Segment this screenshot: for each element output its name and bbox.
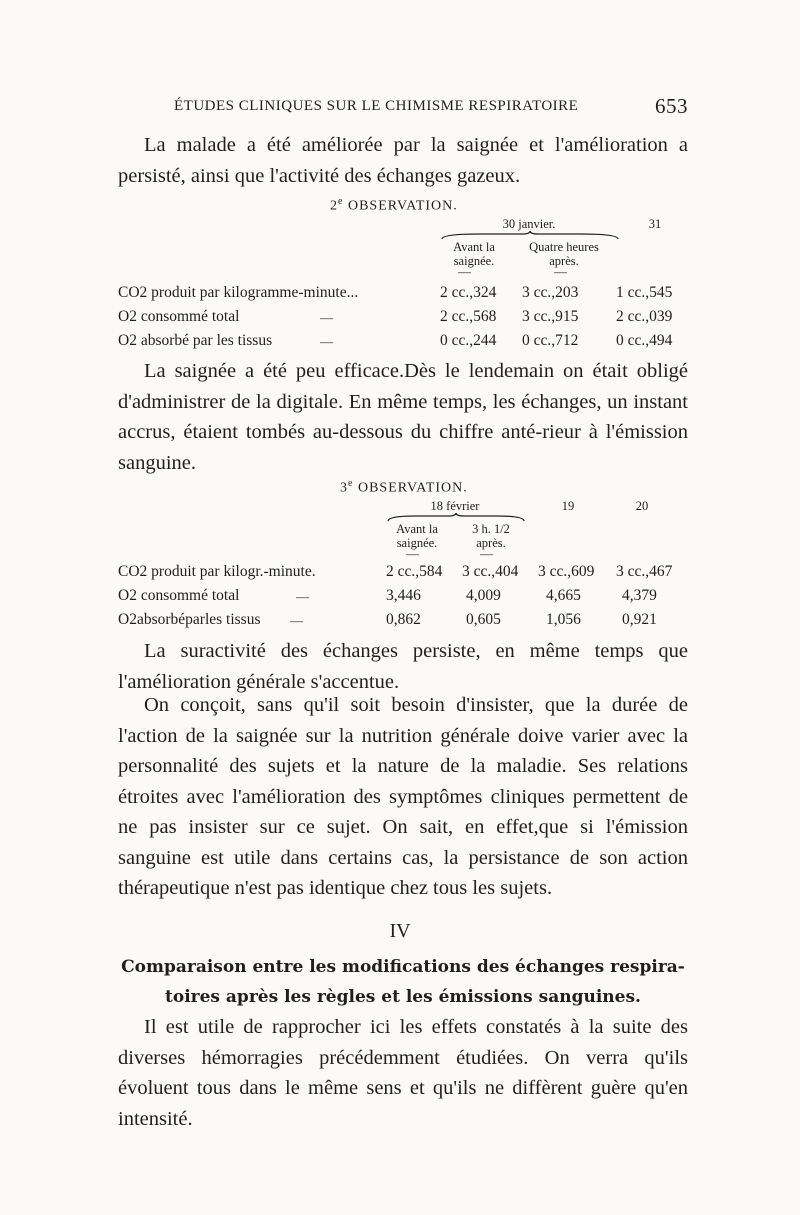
obs2-row-3-v1: 0 cc.,244 — [440, 332, 497, 349]
obs3-row-1-label: CO2 produit par kilogr.-minute. — [118, 563, 316, 580]
obs3-date-2: 19 — [561, 499, 575, 513]
obs2-row-1-v3: 1 cc.,545 — [616, 284, 673, 301]
obs2-row-1-v2: 3 cc.,203 — [522, 284, 579, 301]
section-number: IV — [389, 920, 411, 942]
obs2-dash-2: — — [554, 264, 567, 279]
obs2-row-2-label: O2 consommé total — [118, 308, 240, 325]
obs2-row-2-v1: 2 cc.,568 — [440, 308, 497, 325]
obs3-row-1-v4: 3 cc.,467 — [616, 563, 673, 580]
obs3-row-1-v1: 2 cc.,584 — [386, 563, 443, 580]
obs2-row-3-label: O2 absorbé par les tissus — [118, 332, 273, 349]
obs3-dash-1: — — [406, 546, 419, 561]
obs3-row-3-label: O2absorbéparles tissus — [118, 611, 261, 628]
obs2-row-1-v1: 2 cc.,324 — [440, 284, 497, 301]
obs3-row-3-v2: 0,605 — [466, 611, 501, 628]
paragraph-3: La suractivité des échanges persiste, en même temps que l'amélioration générale s'accentue. — [118, 640, 688, 693]
paragraph-1: La malade a été améliorée par la saignée et l'amélioration a persisté, ainsi que l'activité des échanges gazeux. — [118, 134, 688, 187]
obs3-row-2-v3: 4,665 — [546, 587, 581, 604]
observation-3-title: 3e OBSERVATION. — [340, 478, 468, 496]
obs3-row-3-v3: 1,056 — [546, 611, 581, 628]
obs3-row-2-label: O2 consommé total — [118, 587, 240, 604]
obs3-row-1-v3: 3 cc.,609 — [538, 563, 595, 580]
observation-2-title: 2e OBSERVATION. — [330, 196, 458, 214]
obs2-sub-2: Quatre heures après. — [529, 240, 599, 268]
obs3-row-1-v2: 3 cc.,404 — [462, 563, 519, 580]
obs2-row-3-v2: 0 cc.,712 — [522, 332, 579, 349]
obs3-row-3-dash: — — [290, 613, 303, 628]
obs2-dash-1: — — [458, 264, 471, 279]
paragraph-5: Il est utile de rapprocher ici les effets constatés à la suite des diverses hémorragies précédemment étudiées. On verra qu'ils évoluent tous dans le même sens et qu'ils ne diffèrent guère qu'en intensité. — [118, 1016, 688, 1130]
paragraph-2: La saignée a été peu efficace.Dès le lendemain on était obligé d'administrer de la digitale. En même temps, les échanges, un instant accrus, étaient tombés au-dessous du chiffre anté-rieur à l'émission sanguine. — [118, 360, 688, 474]
section-title: Comparaison entre les modifications des échanges respira-toires après les règles et les émissions sanguines. — [121, 957, 685, 1007]
obs2-row-2-dash: — — [320, 310, 333, 325]
paragraph-4: On conçoit, sans qu'il soit besoin d'insister, que la durée de l'action de la saignée sur la nutrition générale doive varier avec la personnalité des sujets et la nature de la maladie. Ses relations étroites avec l'amélioration des symptômes cliniques permettent de ne pas insister sur ce sujet. On sait, en effet,que si l'émission sanguine est utile dans certains cas, la persistance de son action thérapeutique n'est pas identique chez tous les sujets. — [118, 694, 688, 899]
obs3-row-2-dash: — — [296, 589, 309, 604]
obs3-date-1: 18 février — [430, 499, 480, 513]
obs2-sub-1: Avant la saignée. — [453, 240, 495, 268]
obs3-dash-2: — — [480, 546, 493, 561]
obs2-row-1-label: CO2 produit par kilogramme-minute... — [118, 284, 359, 301]
obs2-date-1: 30 janvier. — [502, 217, 556, 231]
obs3-row-2-v4: 4,379 — [622, 587, 657, 604]
obs2-row-3-dash: — — [320, 334, 333, 349]
page-number: 653 — [655, 94, 688, 118]
obs3-sub-2: 3 h. 1/2 après. — [472, 522, 510, 550]
obs2-row-3-v3: 0 cc.,494 — [616, 332, 673, 349]
obs2-row-2-v3: 2 cc.,039 — [616, 308, 673, 325]
running-title: ÉTUDES CLINIQUES SUR LE CHIMISME RESPIRATOIRE — [174, 98, 579, 114]
obs3-row-3-v1: 0,862 — [386, 611, 421, 628]
obs3-date-3: 20 — [635, 499, 649, 513]
obs2-row-2-v2: 3 cc.,915 — [522, 308, 579, 325]
obs3-row-2-v2: 4,009 — [466, 587, 501, 604]
obs3-row-3-v4: 0,921 — [622, 611, 657, 628]
obs3-sub-1: Avant la saignée. — [396, 522, 438, 550]
obs2-date-2: 31 — [648, 217, 662, 231]
obs3-row-2-v1: 3,446 — [386, 587, 421, 604]
